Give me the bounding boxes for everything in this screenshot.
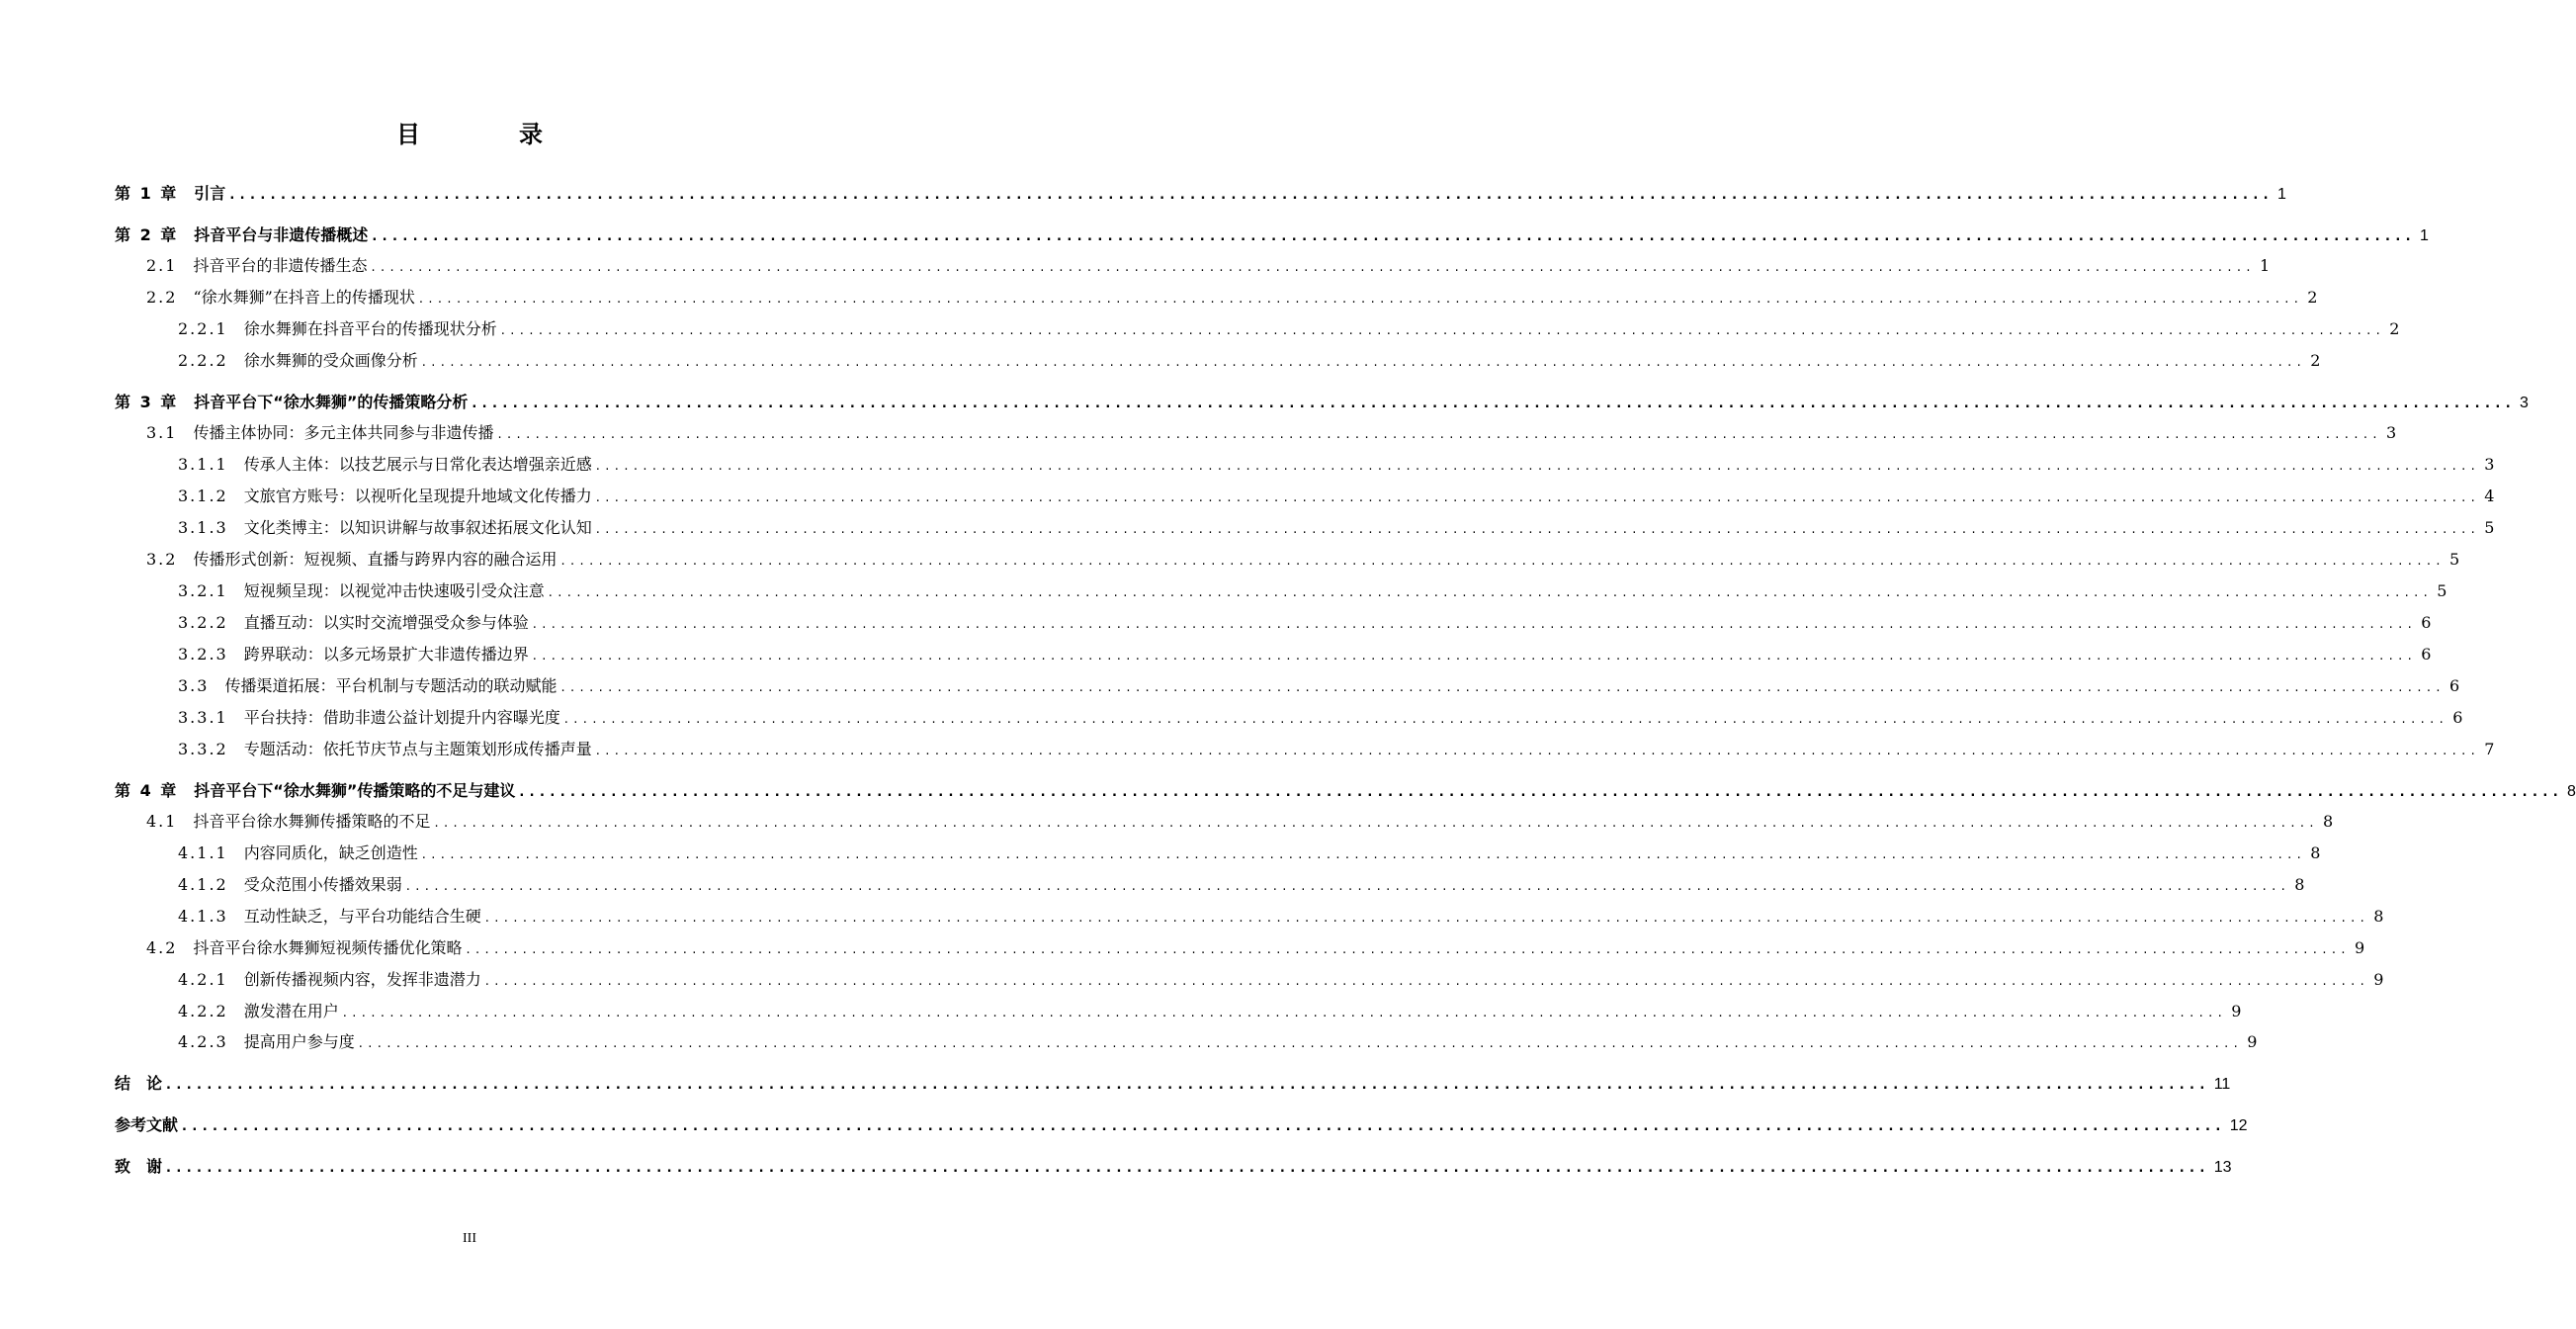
toc-entry-page: 8 bbox=[2310, 843, 2321, 862]
dot-leader: ........................................................................................................................................................................................................ bbox=[372, 229, 2417, 244]
dot-leader: ........................................................................................................................................................................................................ bbox=[418, 292, 2304, 307]
dot-leader: ........................................................................................................................................................................................................ bbox=[182, 1119, 2226, 1134]
dot-leader: ........................................................................................................................................................................................................ bbox=[595, 744, 2481, 758]
toc-entry-label bbox=[146, 937, 462, 959]
dot-leader: ........................................................................................................................................................................................................ bbox=[229, 188, 2275, 203]
toc-entry-page: 9 bbox=[2247, 1032, 2258, 1051]
spacer bbox=[177, 812, 193, 831]
dot-leader: ........................................................................................................................................................................................................ bbox=[484, 974, 2370, 989]
toc-entry[interactable] bbox=[178, 350, 2321, 372]
toc-entry-label bbox=[178, 612, 529, 634]
toc-entry-page: 9 bbox=[2354, 938, 2365, 957]
toc-entry[interactable] bbox=[115, 1114, 2248, 1136]
dot-leader: ........................................................................................................................................................................................................ bbox=[595, 522, 2481, 537]
toc-entry-page: 7 bbox=[2484, 740, 2495, 758]
spacer bbox=[228, 518, 244, 537]
toc-entry-number: 3.1 bbox=[146, 423, 178, 442]
toc-entry-title: 短视频呈现：以视觉冲击快速吸引受众注意 bbox=[243, 581, 545, 600]
toc-entry-page: 8 bbox=[2373, 907, 2384, 926]
dot-leader: ........................................................................................................................................................................................................ bbox=[342, 1006, 2228, 1020]
toc-entry-label bbox=[178, 318, 497, 340]
dot-leader: ........................................................................................................................................................................................................ bbox=[563, 712, 2449, 727]
toc-entry-label bbox=[178, 580, 545, 602]
toc-entry-title: 创新传播视频内容，发挥非遗潜力 bbox=[243, 970, 481, 989]
toc-entry-page: 5 bbox=[2437, 581, 2447, 600]
toc-entry-label bbox=[115, 224, 368, 246]
toc-entry-title: 参考文献 bbox=[115, 1115, 179, 1134]
toc-entry-title: 平台扶持：借助非遗公益计划提升内容曝光度 bbox=[243, 708, 560, 727]
toc-entry-page: 6 bbox=[2421, 645, 2432, 664]
toc-entry-label bbox=[146, 255, 367, 277]
spacer bbox=[177, 423, 193, 442]
toc-entry[interactable] bbox=[178, 969, 2384, 991]
toc-entry[interactable] bbox=[178, 1001, 2242, 1022]
toc-entry-title: 跨界联动：以多元场景扩大非遗传播边界 bbox=[243, 645, 529, 664]
toc-entry-number: 2.2 bbox=[146, 288, 178, 307]
toc-entry-label bbox=[115, 1073, 162, 1095]
toc-entry-title: 传播主体协同：多元主体共同参与非遗传播 bbox=[193, 423, 494, 442]
toc-entry-title: 提高用户参与度 bbox=[243, 1032, 355, 1051]
dot-leader: ........................................................................................................................................................................................................ bbox=[472, 397, 2517, 411]
toc-entry[interactable] bbox=[146, 937, 2365, 959]
toc-entry-title: 致 谢 bbox=[115, 1157, 163, 1176]
toc-entry[interactable] bbox=[115, 224, 2429, 246]
toc-entry-page: 5 bbox=[2448, 550, 2460, 569]
toc-entry-page: 4 bbox=[2484, 487, 2495, 505]
toc-entry-number: 3.2.3 bbox=[178, 645, 228, 664]
spacer bbox=[228, 907, 244, 926]
spacer bbox=[228, 740, 244, 758]
toc-entry[interactable] bbox=[146, 422, 2397, 444]
toc-entry-title: 结 论 bbox=[115, 1074, 163, 1093]
toc-entry-page: 2 bbox=[2389, 319, 2400, 338]
dot-leader: ........................................................................................................................................................................................................ bbox=[595, 490, 2481, 505]
dot-leader: ........................................................................................................................................................................................................ bbox=[500, 323, 2386, 338]
toc-entry[interactable] bbox=[146, 549, 2460, 571]
page-number-footer: III bbox=[463, 1231, 476, 1246]
toc-entry-label bbox=[178, 1031, 355, 1053]
toc-entry-title: 受众范围小传播效果弱 bbox=[243, 875, 402, 894]
toc-entry-title: 抖音平台与非遗传播概述 bbox=[194, 225, 369, 244]
dot-leader: ........................................................................................................................................................................................................ bbox=[532, 617, 2418, 632]
toc-entry-label bbox=[178, 644, 529, 665]
toc-entry-title: 抖音平台徐水舞狮短视频传播优化策略 bbox=[193, 938, 463, 957]
toc-entry-page: 3 bbox=[2385, 423, 2397, 442]
toc-entry-number: 3.1.3 bbox=[178, 518, 228, 537]
spacer bbox=[178, 393, 194, 411]
toc-entry-page: 1 bbox=[2259, 256, 2271, 275]
toc-entry-label bbox=[178, 1001, 339, 1022]
toc-entry-number: 3.1.1 bbox=[178, 455, 228, 474]
spacer bbox=[228, 970, 244, 989]
toc-entry-page: 6 bbox=[2448, 676, 2460, 695]
toc-entry-page: 8 bbox=[2322, 812, 2334, 831]
spacer bbox=[178, 781, 194, 800]
toc-entry[interactable] bbox=[178, 842, 2321, 864]
dot-leader: ........................................................................................................................................................................................................ bbox=[371, 260, 2256, 275]
toc-entry-label bbox=[115, 183, 225, 205]
toc-entry-number: 4.2.1 bbox=[178, 970, 228, 989]
spacer bbox=[177, 550, 193, 569]
toc-entry-title: 文旅官方账号：以视听化呈现提升地域文化传播力 bbox=[243, 487, 592, 505]
toc-entry-page: 8 bbox=[2294, 875, 2305, 894]
dot-leader: ........................................................................................................................................................................................................ bbox=[421, 847, 2307, 862]
toc-entry-number: 2.2.1 bbox=[178, 319, 228, 338]
toc-entry[interactable] bbox=[115, 392, 2529, 413]
dot-leader: ........................................................................................................................................................................................................ bbox=[166, 1078, 2210, 1093]
spacer bbox=[228, 708, 244, 727]
toc-entry-label bbox=[146, 287, 415, 309]
toc-entry[interactable] bbox=[178, 612, 2432, 634]
toc-entry-page: 9 bbox=[2373, 970, 2384, 989]
toc-entry[interactable] bbox=[178, 707, 2463, 729]
dot-leader: ........................................................................................................................................................................................................ bbox=[466, 942, 2351, 957]
toc-entry[interactable] bbox=[115, 1073, 2231, 1095]
toc-entry[interactable] bbox=[178, 1031, 2258, 1053]
toc-entry-title: 引言 bbox=[194, 184, 226, 203]
toc-entry[interactable] bbox=[178, 517, 2495, 539]
toc-entry-number: 3.1.2 bbox=[178, 487, 228, 505]
toc-entry[interactable] bbox=[178, 486, 2495, 507]
toc-entry-number: 2.1 bbox=[146, 256, 178, 275]
spacer bbox=[228, 843, 244, 862]
toc-entry-title: “徐水舞狮”在抖音上的传播现状 bbox=[193, 288, 415, 307]
toc-entry-number: 4.1 bbox=[146, 812, 178, 831]
toc-entry[interactable] bbox=[178, 906, 2384, 928]
dot-leader: ........................................................................................................................................................................................................ bbox=[497, 427, 2382, 442]
toc-entry-label bbox=[178, 707, 560, 729]
toc-entry-number: 3.3 bbox=[178, 676, 210, 695]
dot-leader: ........................................................................................................................................................................................................ bbox=[484, 911, 2370, 926]
toc-entry[interactable] bbox=[178, 318, 2400, 340]
toc-entry-label bbox=[178, 739, 592, 760]
toc-entry-title: 抖音平台的非遗传播生态 bbox=[193, 256, 368, 275]
toc-entry-page: 6 bbox=[2452, 708, 2463, 727]
toc-entry[interactable] bbox=[178, 454, 2495, 476]
toc-entry[interactable] bbox=[115, 183, 2286, 205]
spacer bbox=[228, 1032, 244, 1051]
toc-entry-label bbox=[178, 517, 592, 539]
toc-entry-label bbox=[115, 1114, 178, 1136]
spacer bbox=[228, 319, 244, 338]
spacer bbox=[228, 613, 244, 632]
toc-entry-number: 4.2.3 bbox=[178, 1032, 228, 1051]
toc-entry-number: 3.3.2 bbox=[178, 740, 228, 758]
spacer bbox=[228, 351, 244, 370]
toc-entry-title: 传播渠道拓展：平台机制与专题活动的联动赋能 bbox=[224, 676, 558, 695]
toc-entry-title: 抖音平台下“徐水舞狮”传播策略的不足与建议 bbox=[194, 781, 516, 800]
toc-entry-page: 13 bbox=[2213, 1159, 2232, 1176]
toc-entry-title: 内容同质化，缺乏创造性 bbox=[243, 843, 418, 862]
toc-entry-title: 文化类博主：以知识讲解与故事叙述拓展文化认知 bbox=[243, 518, 592, 537]
toc-entry[interactable] bbox=[178, 675, 2460, 697]
toc-entry-page: 2 bbox=[2307, 288, 2318, 307]
spacer bbox=[178, 184, 194, 203]
toc-entry-label bbox=[178, 454, 592, 476]
dot-leader: ........................................................................................................................................................................................................ bbox=[595, 459, 2481, 474]
toc-entry-title: 专题活动：依托节庆节点与主题策划形成传播声量 bbox=[243, 740, 592, 758]
toc-entry-label bbox=[115, 780, 515, 802]
toc-entry[interactable] bbox=[146, 255, 2271, 277]
toc-entry[interactable] bbox=[178, 874, 2305, 896]
toc-entry-number: 3.3.1 bbox=[178, 708, 228, 727]
toc-entry[interactable] bbox=[178, 644, 2432, 665]
toc-entry-label bbox=[115, 1156, 162, 1178]
dot-leader: ........................................................................................................................................................................................................ bbox=[166, 1161, 2210, 1176]
toc-entry-label bbox=[178, 874, 402, 896]
toc-entry-number: 2.2.2 bbox=[178, 351, 228, 370]
toc-entry-label bbox=[178, 842, 418, 864]
toc-entry-page: 9 bbox=[2231, 1002, 2242, 1020]
toc-entry-number: 3.2.2 bbox=[178, 613, 228, 632]
dot-leader: ........................................................................................................................................................................................................ bbox=[519, 785, 2564, 800]
toc-entry-number: 第 4 章 bbox=[115, 781, 179, 800]
toc-entry-number: 4.1.2 bbox=[178, 875, 228, 894]
toc-entry-page: 1 bbox=[2277, 186, 2286, 203]
dot-leader: ........................................................................................................................................................................................................ bbox=[358, 1036, 2244, 1051]
dot-leader: ........................................................................................................................................................................................................ bbox=[405, 879, 2291, 894]
toc-entry-title: 激发潜在用户 bbox=[243, 1002, 339, 1020]
toc-entry[interactable] bbox=[146, 811, 2334, 833]
dot-leader: ........................................................................................................................................................................................................ bbox=[560, 554, 2446, 569]
page-title: 目 录 bbox=[396, 121, 580, 148]
toc-entry-title: 徐水舞狮的受众画像分析 bbox=[243, 351, 418, 370]
spacer bbox=[177, 938, 193, 957]
spacer bbox=[177, 256, 193, 275]
toc-entry-number: 4.2.2 bbox=[178, 1002, 228, 1020]
toc-entry-number: 第 1 章 bbox=[115, 184, 179, 203]
toc-entry[interactable] bbox=[178, 739, 2495, 760]
toc-entry-number: 4.2 bbox=[146, 938, 178, 957]
toc-entry-page: 1 bbox=[2420, 227, 2429, 244]
dot-leader: ........................................................................................................................................................................................................ bbox=[421, 355, 2307, 370]
toc-entry-title: 徐水舞狮在抖音平台的传播现状分析 bbox=[243, 319, 497, 338]
toc-entry-label bbox=[178, 969, 481, 991]
toc-entry-title: 直播互动：以实时交流增强受众参与体验 bbox=[243, 613, 529, 632]
toc-entry-number: 3.2 bbox=[146, 550, 178, 569]
toc-entry-label bbox=[178, 350, 418, 372]
toc-entry-page: 5 bbox=[2484, 518, 2495, 537]
spacer bbox=[228, 875, 244, 894]
dot-leader: ........................................................................................................................................................................................................ bbox=[532, 649, 2418, 664]
toc-entry-title: 抖音平台下“徐水舞狮”的传播策略分析 bbox=[194, 393, 469, 411]
spacer bbox=[177, 288, 193, 307]
toc-entry-label bbox=[146, 549, 557, 571]
toc-entry[interactable] bbox=[146, 287, 2318, 309]
toc-entry-label bbox=[146, 811, 430, 833]
toc-entry-label bbox=[178, 906, 481, 928]
toc-entry-label bbox=[178, 486, 592, 507]
toc-entry-number: 第 3 章 bbox=[115, 393, 179, 411]
toc-entry-page: 2 bbox=[2310, 351, 2321, 370]
toc-entry-title: 互动性缺乏，与平台功能结合生硬 bbox=[243, 907, 481, 926]
dot-leader: ........................................................................................................................................................................................................ bbox=[434, 816, 2319, 831]
toc-entry-page: 12 bbox=[2229, 1117, 2248, 1134]
toc-entry-number: 4.1.3 bbox=[178, 907, 228, 926]
dot-leader: ........................................................................................................................................................................................................ bbox=[560, 680, 2446, 695]
spacer bbox=[178, 225, 194, 244]
toc-entry-page: 11 bbox=[2213, 1076, 2231, 1093]
spacer bbox=[209, 676, 224, 695]
spacer bbox=[228, 487, 244, 505]
spacer bbox=[228, 455, 244, 474]
toc-entry[interactable] bbox=[178, 580, 2447, 602]
toc-entry-number: 3.2.1 bbox=[178, 581, 228, 600]
toc-entry-page: 6 bbox=[2421, 613, 2432, 632]
toc-entry-page: 3 bbox=[2520, 395, 2529, 411]
spacer bbox=[228, 645, 244, 664]
toc-entry-title: 传承人主体：以技艺展示与日常化表达增强亲近感 bbox=[243, 455, 592, 474]
toc-entry-label bbox=[115, 392, 468, 413]
toc-entry-title: 抖音平台徐水舞狮传播策略的不足 bbox=[193, 812, 431, 831]
toc-entry-label bbox=[178, 675, 557, 697]
toc-entry-number: 第 2 章 bbox=[115, 225, 179, 244]
spacer bbox=[228, 1002, 244, 1020]
toc-entry-page: 3 bbox=[2484, 455, 2495, 474]
toc-entry-page: 8 bbox=[2567, 783, 2576, 800]
toc-entry-label bbox=[146, 422, 493, 444]
toc-entry[interactable] bbox=[115, 1156, 2232, 1178]
toc-entry-title: 传播形式创新：短视频、直播与跨界内容的融合运用 bbox=[193, 550, 558, 569]
toc-entry-number: 4.1.1 bbox=[178, 843, 228, 862]
toc-entry[interactable] bbox=[115, 780, 2576, 802]
dot-leader: ........................................................................................................................................................................................................ bbox=[548, 585, 2434, 600]
spacer bbox=[228, 581, 244, 600]
